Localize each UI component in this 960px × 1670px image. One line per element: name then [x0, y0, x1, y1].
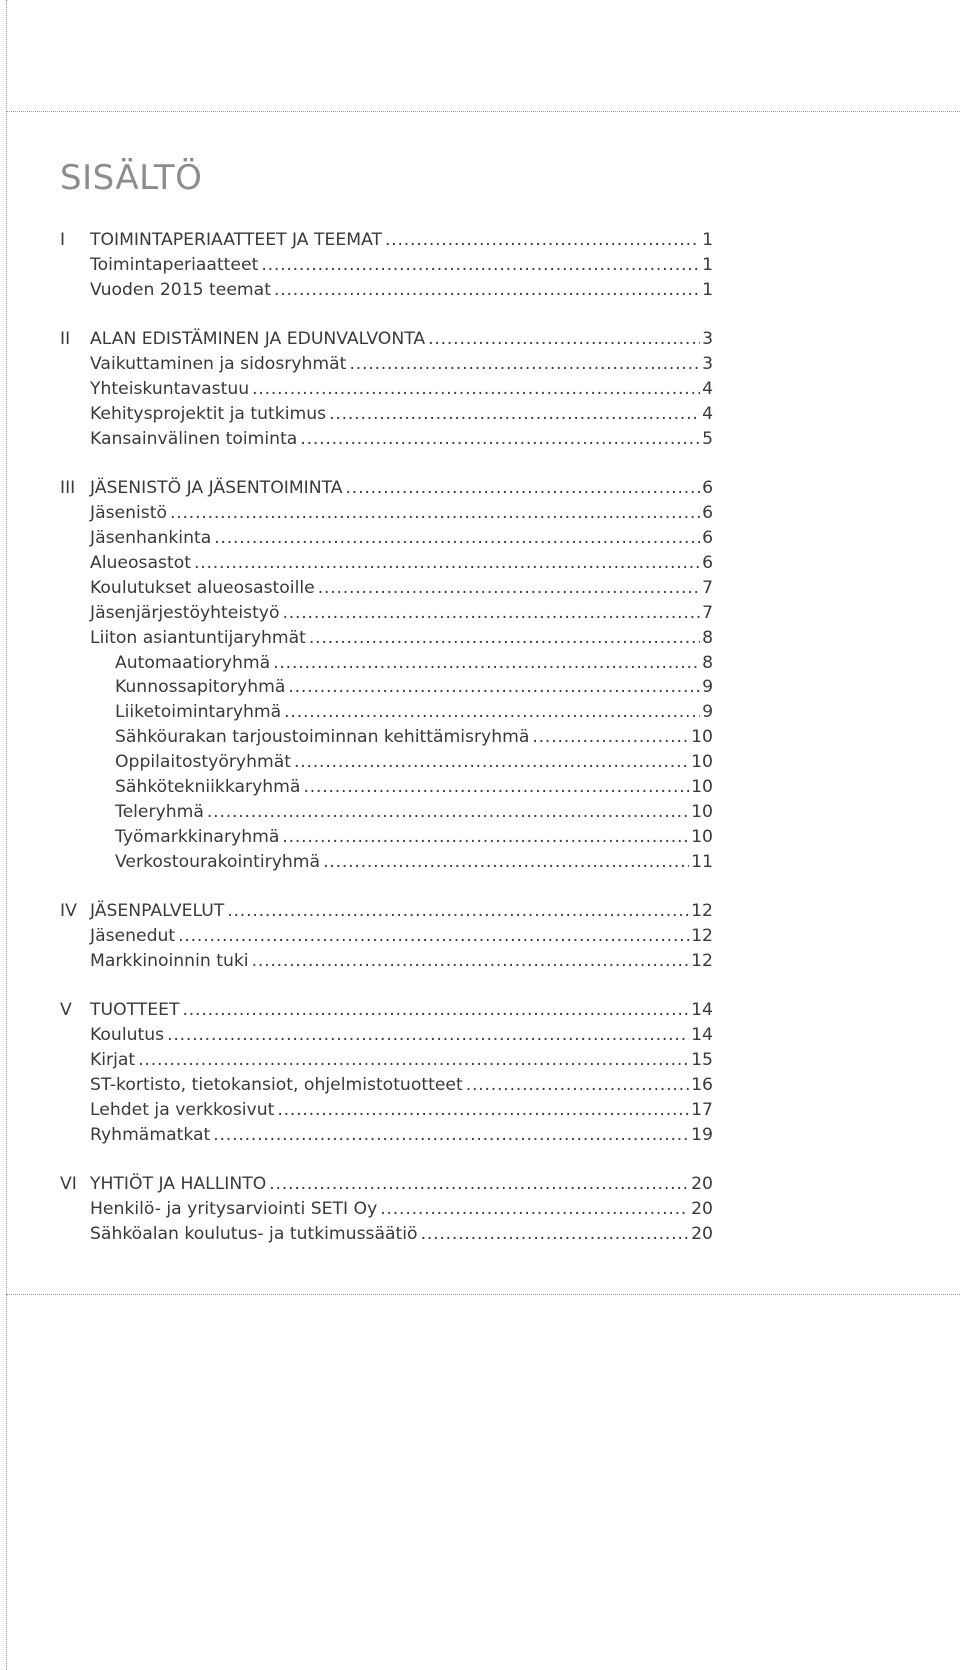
toc-section	[0, 998, 960, 1147]
page-number: 12	[691, 926, 713, 947]
dot-leader	[349, 352, 700, 377]
dot-leader	[261, 253, 700, 278]
page-number: 20	[691, 1199, 713, 1220]
entry-label: Työmarkkinaryhmä	[115, 826, 280, 847]
dot-leader	[178, 924, 689, 949]
toc-subentry	[0, 651, 960, 676]
toc-entry-line	[90, 377, 713, 402]
page-number: 3	[702, 329, 713, 350]
toc-entry	[0, 1073, 960, 1098]
dot-leader	[329, 402, 700, 427]
toc-entry-line	[90, 228, 713, 253]
page-number: 15	[691, 1050, 713, 1071]
entry-label: Markkinoinnin tuki	[90, 950, 249, 971]
entry-label: Sähköalan koulutus- ja tutkimussäätiö	[90, 1224, 418, 1245]
bottom-dotted-divider	[6, 1294, 960, 1295]
dot-leader	[284, 700, 700, 725]
toc-entry-line	[90, 327, 713, 352]
toc-subentry	[0, 850, 960, 875]
dot-leader	[283, 601, 701, 626]
toc-entry-line	[115, 725, 713, 750]
entry-label: Ryhmämatkat	[90, 1124, 211, 1145]
dot-leader	[138, 1048, 689, 1073]
toc-entry-line	[90, 1222, 713, 1247]
page-number: 16	[691, 1075, 713, 1096]
dot-leader	[252, 949, 690, 974]
entry-label: Koulutukset alueosastoille	[90, 577, 315, 598]
toc-entry-line	[115, 700, 713, 725]
toc-section	[0, 228, 960, 303]
toc-subentry	[0, 825, 960, 850]
entry-label: Sähköurakan tarjoustoiminnan kehittämisryhmä	[115, 727, 530, 748]
toc-entry-line	[90, 998, 713, 1023]
toc-entry	[0, 1222, 960, 1247]
dot-leader	[309, 626, 700, 651]
section-numeral: I	[60, 230, 66, 250]
toc-section-heading	[0, 1172, 960, 1197]
page-number: 5	[702, 428, 713, 449]
toc-entry-line	[90, 278, 713, 303]
toc-subentry	[0, 675, 960, 700]
page-number: 12	[691, 950, 713, 971]
entry-label: Lehdet ja verkkosivut	[90, 1099, 275, 1120]
page-number: 20	[691, 1174, 713, 1195]
dot-leader	[207, 800, 689, 825]
entry-label: Liiton asiantuntijaryhmät	[90, 627, 306, 648]
page-number: 9	[702, 702, 713, 723]
toc-entry-line	[90, 576, 713, 601]
page-number: 7	[702, 602, 713, 623]
toc-entry	[0, 253, 960, 278]
page-number: 9	[702, 677, 713, 698]
entry-label: Kunnossapitoryhmä	[115, 677, 286, 698]
toc-section	[0, 899, 960, 974]
toc-entry-line	[90, 1023, 713, 1048]
entry-label: Jäsenhankinta	[90, 528, 212, 549]
dot-leader	[421, 1222, 690, 1247]
dot-leader	[466, 1073, 689, 1098]
page-number: 14	[691, 1025, 713, 1046]
toc-entry	[0, 551, 960, 576]
page-number: 6	[702, 528, 713, 549]
page-number: 6	[702, 503, 713, 524]
toc-entry	[0, 352, 960, 377]
page-number: 10	[691, 752, 713, 773]
entry-label: Kansainvälinen toiminta	[90, 428, 298, 449]
top-dotted-divider	[6, 111, 960, 112]
page-number: 12	[691, 901, 713, 922]
toc-entry	[0, 949, 960, 974]
page-number: 1	[702, 230, 713, 250]
entry-label: Oppilaitostyöryhmät	[115, 752, 291, 773]
entry-label: Kehitysprojektit ja tutkimus	[90, 403, 327, 424]
toc-entry-line	[115, 750, 713, 775]
entry-label: Henkilö- ja yritysarviointi SETI Oy	[90, 1199, 378, 1220]
toc-section-heading	[0, 899, 960, 924]
entry-label: Teleryhmä	[115, 801, 204, 822]
toc-entry-line	[90, 402, 713, 427]
entry-label: Toimintaperiaatteet	[90, 254, 259, 275]
entry-label: Yhteiskuntavastuu	[90, 379, 250, 400]
toc-entry-line	[90, 1048, 713, 1073]
toc-entry	[0, 626, 960, 651]
section-numeral: V	[60, 1000, 72, 1021]
toc-entry-line	[115, 800, 713, 825]
toc-section	[0, 1172, 960, 1247]
page-number: 4	[702, 403, 713, 424]
toc-entry	[0, 377, 960, 402]
entry-label: Liiketoimintaryhmä	[115, 702, 282, 723]
page-number: 10	[691, 727, 713, 748]
toc-subentry	[0, 800, 960, 825]
toc-entry-line	[90, 899, 713, 924]
page-number: 19	[691, 1124, 713, 1145]
entry-label: JÄSENPALVELUT	[90, 901, 225, 922]
toc-entry-line	[90, 501, 713, 526]
toc-entry-line	[90, 551, 713, 576]
entry-label: Vuoden 2015 teemat	[90, 279, 271, 300]
toc-entry	[0, 402, 960, 427]
page-number: 3	[702, 354, 713, 375]
entry-label: ST-kortisto, tietokansiot, ohjelmistotuotteet	[90, 1075, 463, 1096]
toc-entry-line	[115, 651, 713, 676]
entry-label: TUOTTEET	[90, 1000, 180, 1021]
toc-entry-line	[90, 476, 713, 501]
toc-entry	[0, 576, 960, 601]
page-number: 7	[702, 577, 713, 598]
page-number: 6	[702, 478, 713, 499]
toc-entry	[0, 278, 960, 303]
page-number: 20	[691, 1224, 713, 1245]
page-number: 1	[702, 279, 713, 300]
toc-section-heading	[0, 327, 960, 352]
entry-label: Verkostourakointiryhmä	[115, 851, 321, 872]
toc-entry	[0, 1123, 960, 1148]
entry-label: Kirjat	[90, 1050, 136, 1071]
toc-entry	[0, 1023, 960, 1048]
dot-leader	[318, 576, 700, 601]
dot-leader	[183, 998, 690, 1023]
dot-leader	[227, 899, 689, 924]
toc-entry-line	[90, 924, 713, 949]
dot-leader	[380, 1197, 689, 1222]
entry-label: ALAN EDISTÄMINEN JA EDUNVALVONTA	[90, 329, 426, 350]
entry-label: Sähkötekniikkaryhmä	[115, 777, 301, 797]
dot-leader	[385, 228, 700, 253]
toc-entry-line	[115, 675, 713, 700]
dot-leader	[294, 750, 689, 775]
page-number: 1	[702, 254, 713, 275]
toc-entry-line	[90, 601, 713, 626]
toc-entry	[0, 1098, 960, 1123]
toc-entry	[0, 427, 960, 452]
entry-label: Jäsenjärjestöyhteistyö	[90, 602, 280, 623]
toc-entry-line	[90, 1098, 713, 1123]
entry-label: Jäsenistö	[90, 503, 168, 524]
toc-entry-line	[115, 775, 713, 800]
dot-leader	[274, 278, 700, 303]
toc-subentry	[0, 700, 960, 725]
toc-section-heading	[0, 998, 960, 1023]
page-number: 10	[691, 777, 713, 797]
toc-entry-line	[90, 1197, 713, 1222]
section-numeral: II	[60, 329, 71, 350]
toc-entry	[0, 924, 960, 949]
toc-entry	[0, 601, 960, 626]
page-title: SISÄLTÖ	[60, 158, 203, 198]
dot-leader	[269, 1172, 689, 1197]
page-number: 17	[691, 1099, 713, 1120]
toc-entry-line	[90, 949, 713, 974]
dot-leader	[170, 501, 700, 526]
toc-entry	[0, 1197, 960, 1222]
toc-entry-line	[90, 253, 713, 278]
entry-label: TOIMINTAPERIAATTEET JA TEEMAT	[90, 230, 382, 250]
toc-entry-line	[115, 850, 713, 875]
toc-entry-line	[90, 626, 713, 651]
toc-entry	[0, 526, 960, 551]
toc-entry-line	[90, 1172, 713, 1197]
toc-entry-line	[115, 825, 713, 850]
toc-entry-line	[90, 1073, 713, 1098]
dot-leader	[303, 775, 689, 800]
dot-leader	[300, 427, 700, 452]
page-number: 14	[691, 1000, 713, 1021]
dot-leader	[194, 551, 700, 576]
toc-subentry	[0, 725, 960, 750]
toc-section-heading	[0, 228, 960, 253]
entry-label: Koulutus	[90, 1025, 165, 1046]
entry-label: Vaikuttaminen ja sidosryhmät	[90, 354, 347, 375]
toc-entry	[0, 1048, 960, 1073]
page-number: 10	[691, 826, 713, 847]
dot-leader	[277, 1098, 689, 1123]
dot-leader	[273, 651, 700, 676]
entry-label: Alueosastot	[90, 552, 191, 573]
toc-subentry	[0, 750, 960, 775]
entry-label: Jäsenedut	[90, 926, 176, 947]
dot-leader	[428, 327, 700, 352]
dot-leader	[252, 377, 700, 402]
page-number: 11	[691, 851, 713, 872]
toc-entry-line	[90, 427, 713, 452]
toc-entry-line	[90, 352, 713, 377]
dot-leader	[167, 1023, 689, 1048]
section-numeral: III	[60, 478, 76, 499]
page-number: 4	[702, 379, 713, 400]
toc-section-heading	[0, 476, 960, 501]
dot-leader	[214, 526, 700, 551]
dot-leader	[532, 725, 689, 750]
toc-section	[0, 476, 960, 874]
page-number: 8	[702, 652, 713, 673]
toc-subentry	[0, 775, 960, 800]
toc-entry-line	[90, 526, 713, 551]
dot-leader	[323, 850, 689, 875]
page-number: 10	[691, 801, 713, 822]
dot-leader	[288, 675, 700, 700]
section-numeral: IV	[60, 901, 77, 922]
table-of-contents	[0, 228, 960, 1272]
page-number: 6	[702, 552, 713, 573]
section-numeral: VI	[60, 1174, 77, 1195]
dot-leader	[213, 1123, 689, 1148]
dot-leader	[282, 825, 689, 850]
toc-entry-line	[90, 1123, 713, 1148]
entry-label: YHTIÖT JA HALLINTO	[90, 1174, 267, 1195]
toc-entry	[0, 501, 960, 526]
toc-section	[0, 327, 960, 451]
page-number: 8	[702, 627, 713, 648]
dot-leader	[346, 476, 701, 501]
entry-label: Automaatioryhmä	[115, 652, 271, 673]
entry-label: JÄSENISTÖ JA JÄSENTOIMINTA	[90, 478, 343, 499]
